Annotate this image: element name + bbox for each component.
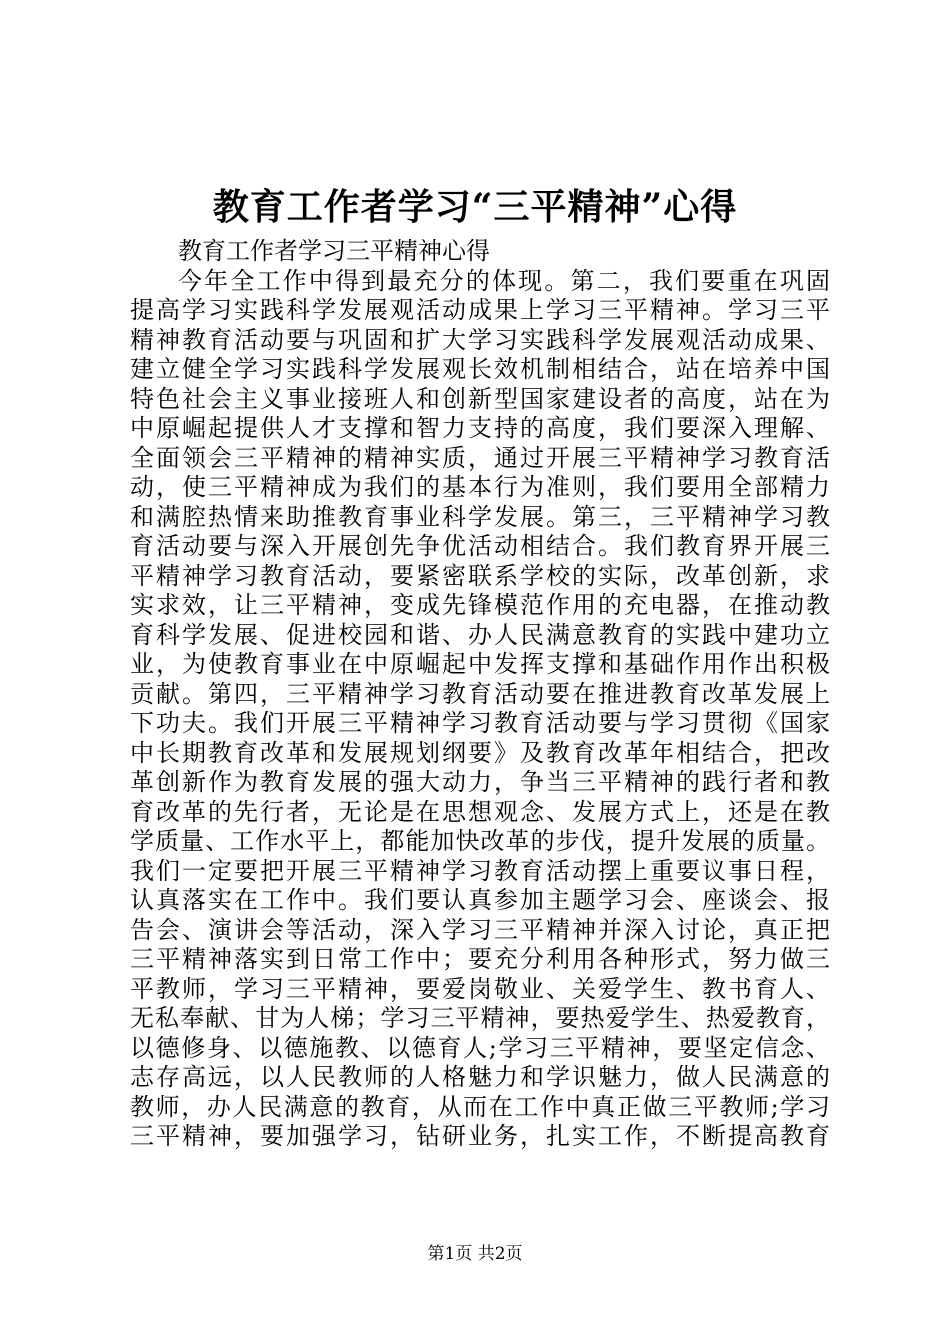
body-line: 下功夫。我们开展三平精神学习教育活动要与学习贯彻《国家 [130, 709, 830, 737]
body-line: 三平精神，要加强学习，钻研业务，扎实工作，不断提高教育 [130, 1122, 830, 1150]
body-line: 提高学习实践科学发展观活动成果上学习三平精神。学习三平 [130, 296, 830, 324]
document-body [130, 237, 830, 1152]
body-line: 和满腔热情来助推教育事业科学发展。第三，三平精神学习教 [130, 502, 830, 531]
body-line: 业，为使教育事业在中原崛起中发挥支撑和基础作用作出积极 [130, 650, 830, 678]
body-line: 特色社会主义事业接班人和创新型国家建设者的高度，站在为 [130, 384, 830, 413]
body-line: 以德修身、以德施教、以德育人;学习三平精神，要坚定信念、 [130, 1033, 830, 1062]
body-line: 教师，办人民满意的教育，从而在工作中真正做三平教师;学习 [130, 1092, 830, 1121]
body-line: 中长期教育改革和发展规划纲要》及教育改革年相结合，把改 [130, 738, 830, 767]
body-line: 平精神学习教育活动，要紧密联系学校的实际，改革创新，求 [130, 561, 830, 590]
body-line: 育活动要与深入开展创先争优活动相结合。我们教育界开展三 [130, 532, 830, 560]
body-line: 动，使三平精神成为我们的基本行为准则，我们要用全部精力 [130, 473, 830, 501]
body-line: 育改革的先行者，无论是在思想观念、发展方式上，还是在教 [130, 797, 830, 826]
body-line: 全面领会三平精神的精神实质，通过开展三平精神学习教育活 [130, 443, 830, 472]
body-line: 志存高远，以人民教师的人格魅力和学识魅力，做人民满意的 [130, 1063, 830, 1091]
body-line: 平教师，学习三平精神，要爱岗敬业、关爱学生、教书育人、 [130, 974, 830, 1003]
body-line: 今年全工作中得到最充分的体现。第二，我们要重在巩固 [178, 266, 830, 295]
body-line: 革创新作为教育发展的强大动力，争当三平精神的践行者和教 [130, 768, 830, 796]
body-line: 三平精神落实到日常工作中；要充分利用各种形式，努力做三 [130, 945, 830, 973]
body-line: 中原崛起提供人才支撑和智力支持的高度，我们要深入理解、 [130, 414, 830, 442]
body-line: 认真落实在工作中。我们要认真参加主题学习会、座谈会、报 [130, 886, 830, 914]
body-line: 实求效，让三平精神，变成先锋模范作用的充电器，在推动教 [130, 591, 830, 619]
subtitle-line: 教育工作者学习三平精神心得 [178, 237, 490, 265]
body-line: 我们一定要把开展三平精神学习教育活动摆上重要议事日程， [130, 856, 830, 885]
body-line: 无私奉献、甘为人梯；学习三平精神，要热爱学生、热爱教育， [130, 1004, 830, 1032]
body-line: 建立健全学习实践科学发展观长效机制相结合，站在培养中国 [130, 355, 830, 383]
body-line: 告会、演讲会等活动，深入学习三平精神并深入讨论，真正把 [130, 915, 830, 944]
document-title: 教育工作者学习“三平精神”心得 [212, 186, 738, 228]
body-line: 学质量、工作水平上，都能加快改革的步伐，提升发展的质量。 [130, 827, 830, 855]
body-line: 贡献。第四，三平精神学习教育活动要在推进教育改革发展上 [130, 679, 830, 708]
body-line: 精神教育活动要与巩固和扩大学习实践科学发展观活动成果、 [130, 325, 830, 354]
body-line: 育科学发展、促进校园和谐、办人民满意教育的实践中建功立 [130, 620, 830, 649]
page-footer: 第1页 共2页 [427, 1244, 523, 1264]
